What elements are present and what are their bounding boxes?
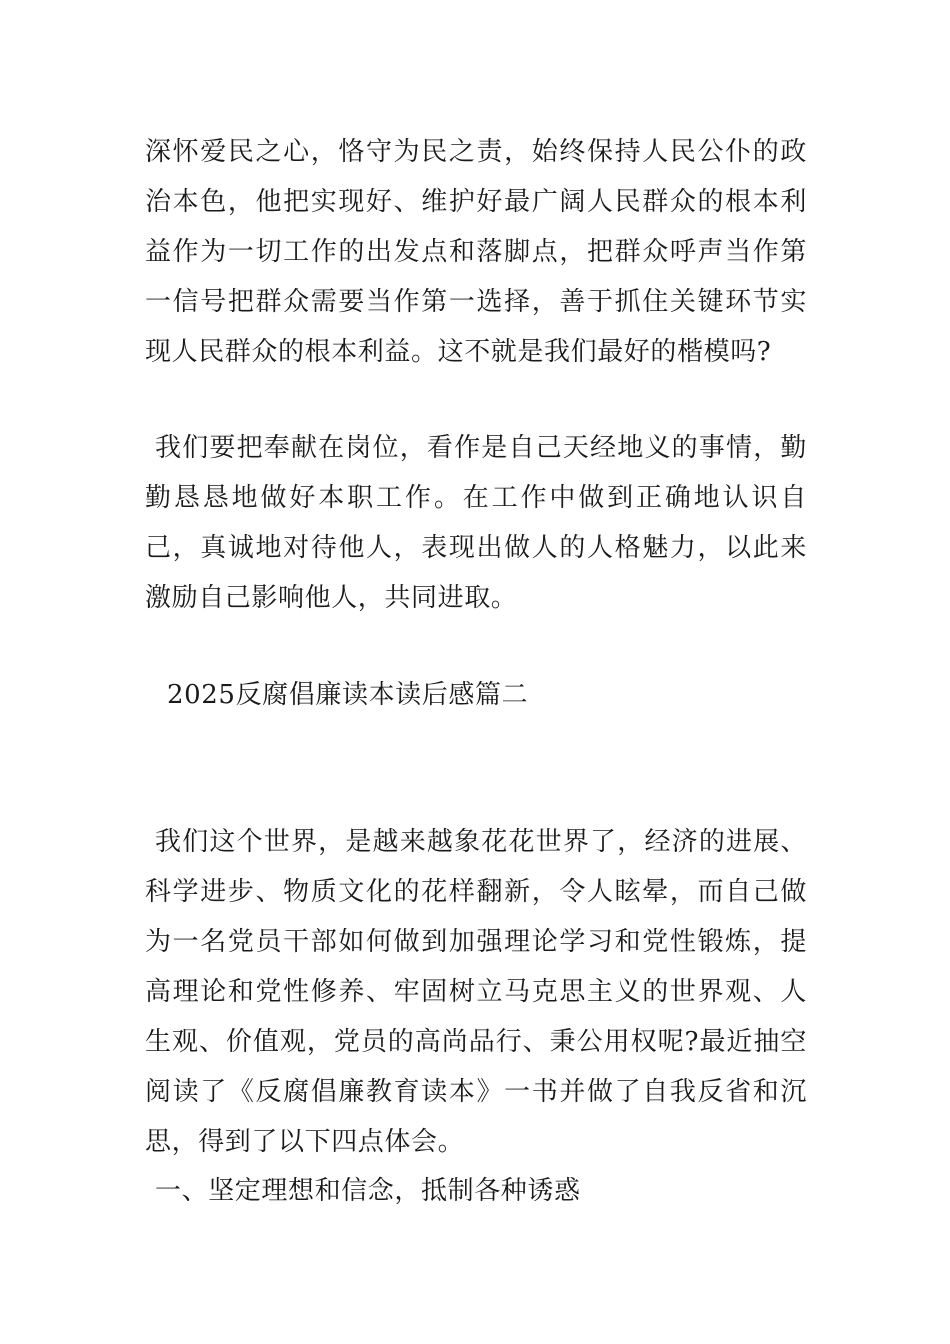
paragraph-dedication: 我们要把奉献在岗位，看作是自己天经地义的事情，勤勤恳恳地做好本职工作。在工作中做到正确地认识自己，真诚地对待他人，表现出做人的人格魅力，以此来激励自己影响他人，共同进取。 — [145, 433, 807, 613]
paragraph-introduction: 我们这个世界，是越来越象花花世界了，经济的进展、科学进步、物质文化的花样翻新，令人眩晕，而自己做为一名党员干部如何做到加强理论学习和党性锻炼，提高理论和党性修养、牢固树立马克思主义的世界观、人生观、价值观，党员的高尚品行、秉公用权呢?最近抽空阅读了《反腐倡廉教育读本》一书并做了自我反省和沉思，得到了以下四点体会。 — [145, 827, 807, 1157]
subheading-point-one: 一、坚定理想和信念，抵制各种诱惑 — [155, 1176, 581, 1206]
paragraph-role-model: 深怀爱民之心，恪守为民之责，始终保持人民公仆的政治本色，他把实现好、维护好最广阔人民群众的根本利益作为一切工作的出发点和落脚点，把群众呼声当作第一信号把群众需要当作第一选择，善于抓住关键环节实现人民群众的根本利益。这不就是我们最好的楷模吗? — [145, 137, 807, 367]
section-heading: 2025反腐倡廉读本读后感篇二 — [167, 680, 529, 710]
